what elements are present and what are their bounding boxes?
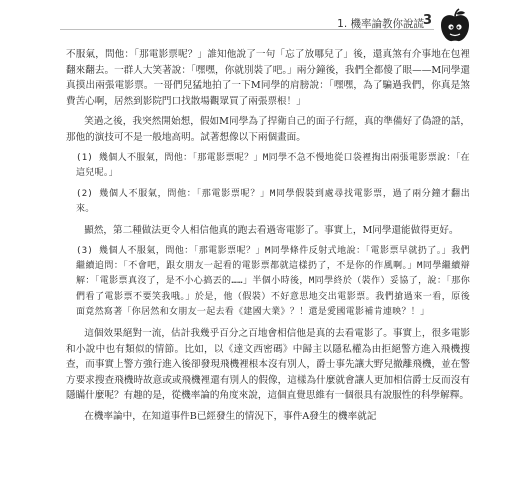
chapter-title: 1. 機率論教你說謊 [337, 18, 424, 30]
example-item: (2) 幾個人不服氣，問他：「那電影票呢？」M同學假裝到處尋找電影票，過了兩分鐘才翻出來。 [76, 188, 470, 215]
paragraph: 笑過之後，我突然開始想，假如M同學為了捍衛自己的面子行經，真的準備好了偽證的話，那他的演技可不是一般地高明。試著想像以下兩個畫面。 [66, 116, 470, 143]
paragraph: 不服氣，問他：「那電影票呢？」誰知他說了一句「忘了放哪兒了」後，還真煞有介事地在包裡翻來翻去。一群人大笑著說：「嘿嘿，你就別裝了吧。」兩分鐘後，我們全都傻了眼——M同學還真摸出兩張電影票。一哥們兒猛地拍了一下M同學的肩膀說：「嘿嘿，為了騙過我們，你真是煞費苦心啊，居然到影院門口找散場觀眾買了兩張票根！」 [66, 49, 470, 107]
paragraph: 這個效果絕對一流，估計我幾乎百分之百地會相信他是真的去看電影了。事實上，很多電影和小說中也有類似的情節。比如，以《達文西密碼》中歸主以隱私權為由拒絕警方進入飛機搜查，而事實上警方強行進入後卻發現飛機裡根本沒有別人，爵士事先讓大野兒撤離飛機，並在警方要求搜查飛機時故意或或飛機裡還有別人的假像，這樣為什麼就會讓人更加相信爵士反而沒有隱瞞什麼呢？有趣的是，從機率論的角度來說，這個直覺思維有一個很具有說服性的科學解釋。 [66, 327, 470, 402]
paragraph: 在機率論中，在知道事件B已經發生的情況下，事件A發生的機率就記 [84, 410, 377, 422]
page-header [60, 12, 472, 42]
paragraph: 顯然，第二種做法更令人相信他真的跑去看過寄電影了。事實上，M同學還能做得更好。 [84, 225, 459, 237]
page-body [66, 47, 470, 430]
example-item: (3) 幾個人不服氣，問他：「那電影票呢？」M同學條件反射式地說：「電影票早就扔了。」我們繼續追問：「不會吧，跟女朋友一起看的電影票都就這樣扔了，不是你的作風啊。」M同學繼續辯解：「電影票真沒了，是不小心搞丟的……」半個小時後，M同學終於（裝作）妥協了，說：「那你們看了電影票不要笑我哦。」於是，他（假裝）不好意思地交出電影票。我們搶過來一看，原後面竟然寫著「你居然和女朋友一起去看《建國大業》？！還是愛國電影補肯連映？！」 [76, 245, 470, 317]
page-number: 3 [422, 13, 432, 28]
example-item: (1) 幾個人不服氣，問他：「那電影票呢？」M同學不急不慢地從口袋裡掏出兩張電影票說：「在這兒呢。」 [76, 152, 470, 178]
apple-logo-icon [438, 8, 472, 44]
